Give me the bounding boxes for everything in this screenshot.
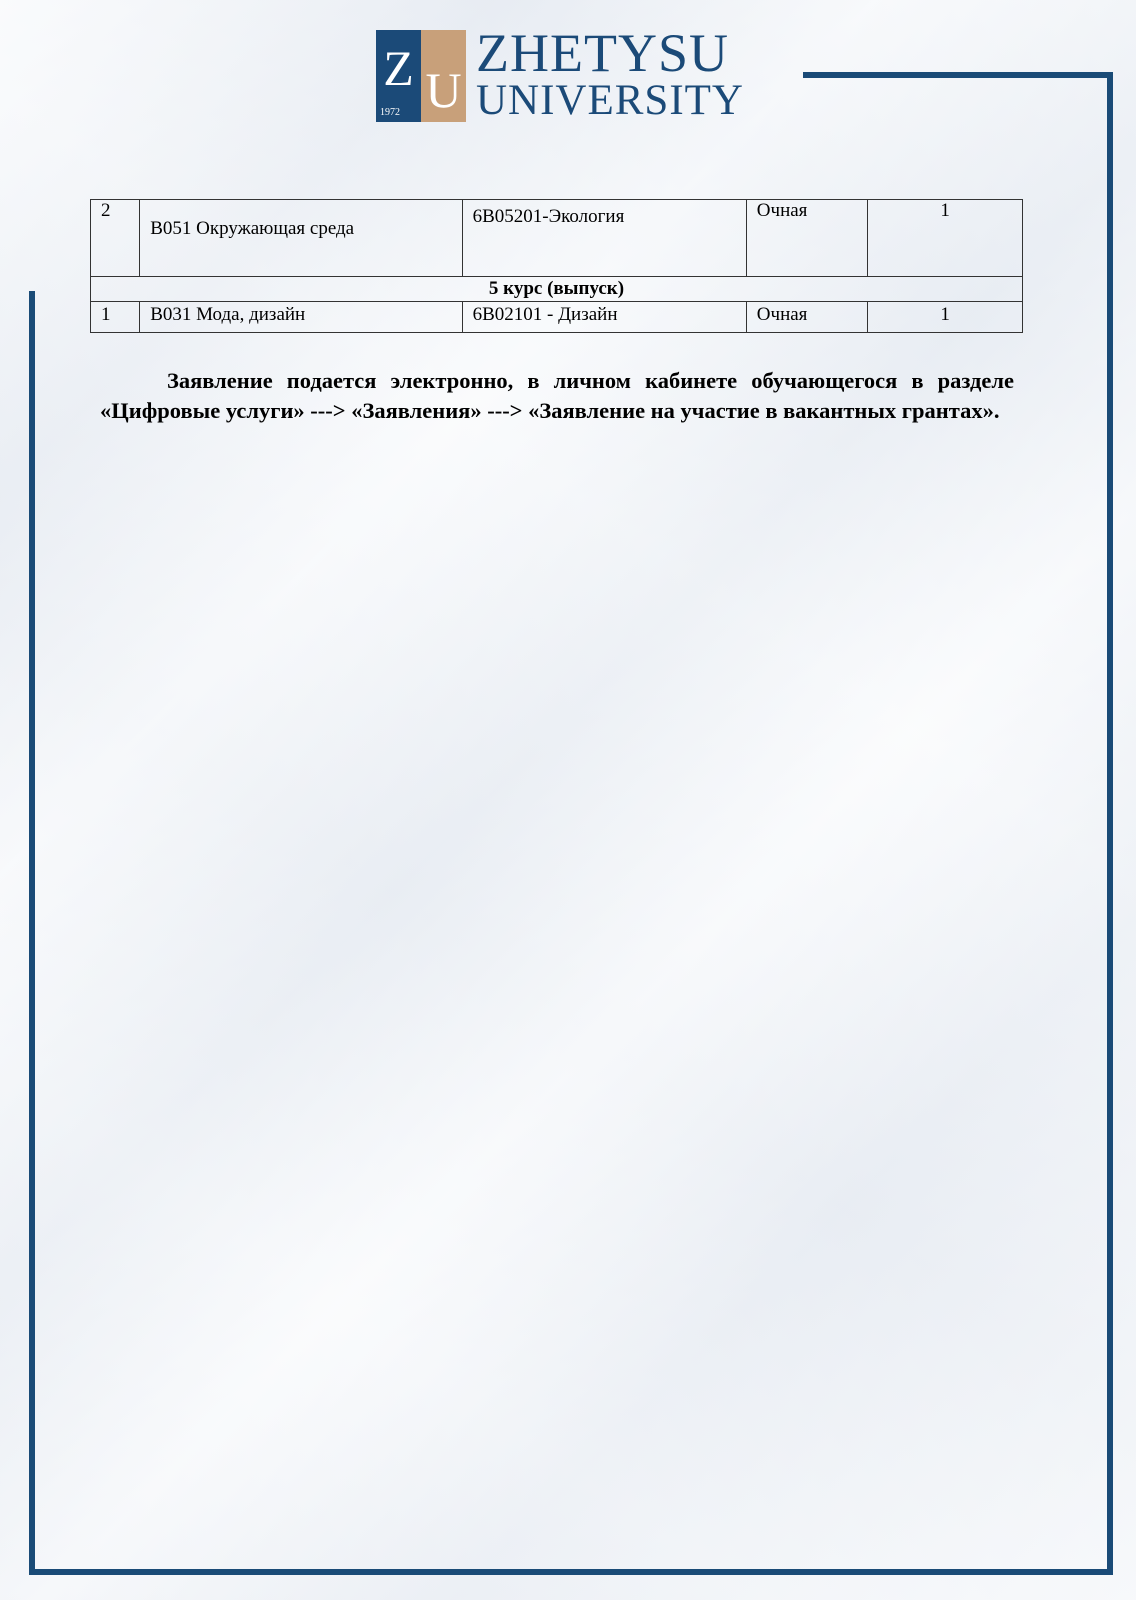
application-notice: Заявление подается электронно, в личном кабинете обучающегося в разделе «Цифровые услуги» ---> «Заявления» ---> «Заявление на участие в вакантных грантах». (100, 368, 1014, 423)
study-form: Очная (746, 302, 868, 333)
logo-year: 1972 (380, 107, 400, 118)
table-row (91, 200, 1023, 277)
education-group: B031 Мода, дизайн (140, 302, 462, 333)
row-number: 1 (91, 302, 140, 333)
frame-left-border (29, 291, 35, 1575)
study-form: Очная (746, 200, 868, 277)
education-program: 6B02101 - Дизайн (462, 302, 746, 333)
logo-mark (376, 30, 466, 122)
education-program: 6B05201-Экология (462, 200, 746, 277)
table-row (91, 302, 1023, 333)
logo-name-line1: ZHETYSU (476, 23, 729, 83)
vacant-grants-table (90, 199, 1023, 333)
logo-mark-left: Z (376, 30, 421, 122)
education-group: B051 Окружающая среда (140, 200, 462, 277)
row-number: 2 (91, 200, 140, 277)
table-section-row (91, 277, 1023, 302)
section-heading: 5 курс (выпуск) (91, 277, 1023, 302)
frame-top-border (803, 72, 1113, 78)
grant-count: 1 (868, 200, 1023, 277)
grant-count: 1 (868, 302, 1023, 333)
logo-mark-right: U (421, 30, 466, 122)
frame-right-border (1107, 72, 1113, 1575)
logo-name-line2: UNIVERSITY (476, 77, 744, 124)
frame-bottom-border (29, 1569, 1113, 1575)
university-logo (376, 23, 766, 125)
